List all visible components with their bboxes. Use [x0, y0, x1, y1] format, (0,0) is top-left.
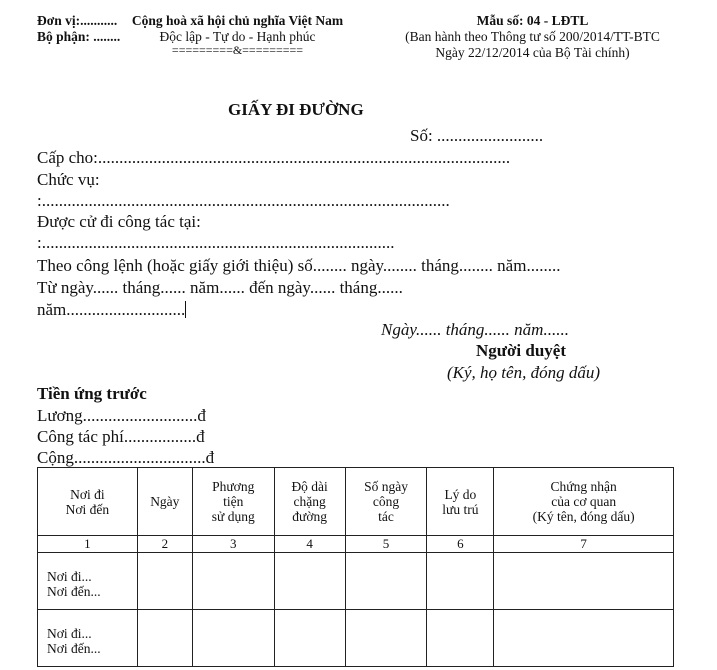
advance-salary: Lương...........................đ [37, 406, 206, 425]
table-cell [494, 610, 674, 667]
table-cell [494, 553, 674, 610]
table-cell [427, 610, 494, 667]
column-number: 7 [494, 536, 674, 553]
table-cell [192, 553, 274, 610]
advance-title: Tiền ứng trước [37, 384, 147, 403]
year-line-text: năm............................ [37, 300, 186, 319]
table-cell [137, 553, 192, 610]
order-line: Theo công lệnh (hoặc giấy giới thiệu) số........ ngày........ tháng........ năm........ [37, 256, 561, 275]
issued-by-line-2: Ngày 22/12/2014 của Bộ Tài chính) [435, 45, 630, 60]
header-stay-reason: Lý do lưu trú [427, 468, 494, 536]
year-line [37, 300, 186, 320]
department-label: Bộ phận: ........ [37, 29, 121, 44]
place-label: Nơi đi... Nơi đến... [47, 569, 101, 599]
issued-by-line-1: (Ban hành theo Thông tư số 200/2014/TT-BTC [405, 29, 660, 44]
table-header-row [38, 468, 674, 536]
table-cell [192, 610, 274, 667]
column-number: 5 [345, 536, 427, 553]
table-cell [345, 553, 427, 610]
approver-title: Người duyệt [476, 341, 566, 360]
document-number: Số: ......................... [410, 126, 544, 145]
national-motto: Độc lập - Tự do - Hạnh phúc [159, 29, 316, 44]
table-cell [137, 610, 192, 667]
table-cell [345, 610, 427, 667]
column-number: 3 [192, 536, 274, 553]
travel-table [37, 467, 674, 667]
sent-to-field: :................................................................................... [37, 233, 395, 252]
column-number: 6 [427, 536, 494, 553]
header-date: Ngày [137, 468, 192, 536]
table-number-row [38, 536, 674, 553]
position-label: Chức vụ: [37, 170, 100, 189]
page-title: GIẤY ĐI ĐƯỜNG [228, 100, 364, 119]
unit-label: Đơn vị:........... [37, 13, 118, 28]
approver-note: (Ký, họ tên, đóng dấu) [447, 363, 600, 382]
place-label: Nơi đi... Nơi đến... [47, 626, 101, 656]
table-cell [274, 610, 345, 667]
header-distance: Độ dài chặng đường [274, 468, 345, 536]
text-cursor [185, 301, 186, 318]
table-cell [274, 553, 345, 610]
country-name: Cộng hoà xã hội chủ nghĩa Việt Nam [131, 13, 344, 28]
header-place: Nơi đi Nơi đến [38, 468, 138, 536]
issued-to-field: Cấp cho:................................................................................................. [37, 148, 511, 167]
sent-to-label: Được cử đi công tác tại: [37, 212, 201, 231]
table-cell [38, 553, 138, 610]
header-vehicle: Phương tiện sử dụng [192, 468, 274, 536]
advance-total: Cộng...............................đ [37, 448, 215, 467]
column-number: 4 [274, 536, 345, 553]
position-field: :................................................................................................ [37, 191, 450, 210]
form-code: Mẫu số: 04 - LĐTL [476, 13, 589, 28]
header-days: Số ngày công tác [345, 468, 427, 536]
table-row [38, 553, 674, 610]
table-cell [38, 610, 138, 667]
approval-date: Ngày...... tháng...... năm...... [381, 320, 569, 339]
table-row [38, 610, 674, 667]
column-number: 2 [137, 536, 192, 553]
column-number: 1 [38, 536, 138, 553]
advance-allowance: Công tác phí.................đ [37, 427, 205, 446]
header-certification: Chứng nhận của cơ quan (Ký tên, đóng dấu) [494, 468, 674, 536]
table-cell [427, 553, 494, 610]
from-date-line: Từ ngày...... tháng...... năm...... đến ngày...... tháng...... [37, 278, 403, 297]
header-divider: =========&========= [171, 43, 304, 57]
